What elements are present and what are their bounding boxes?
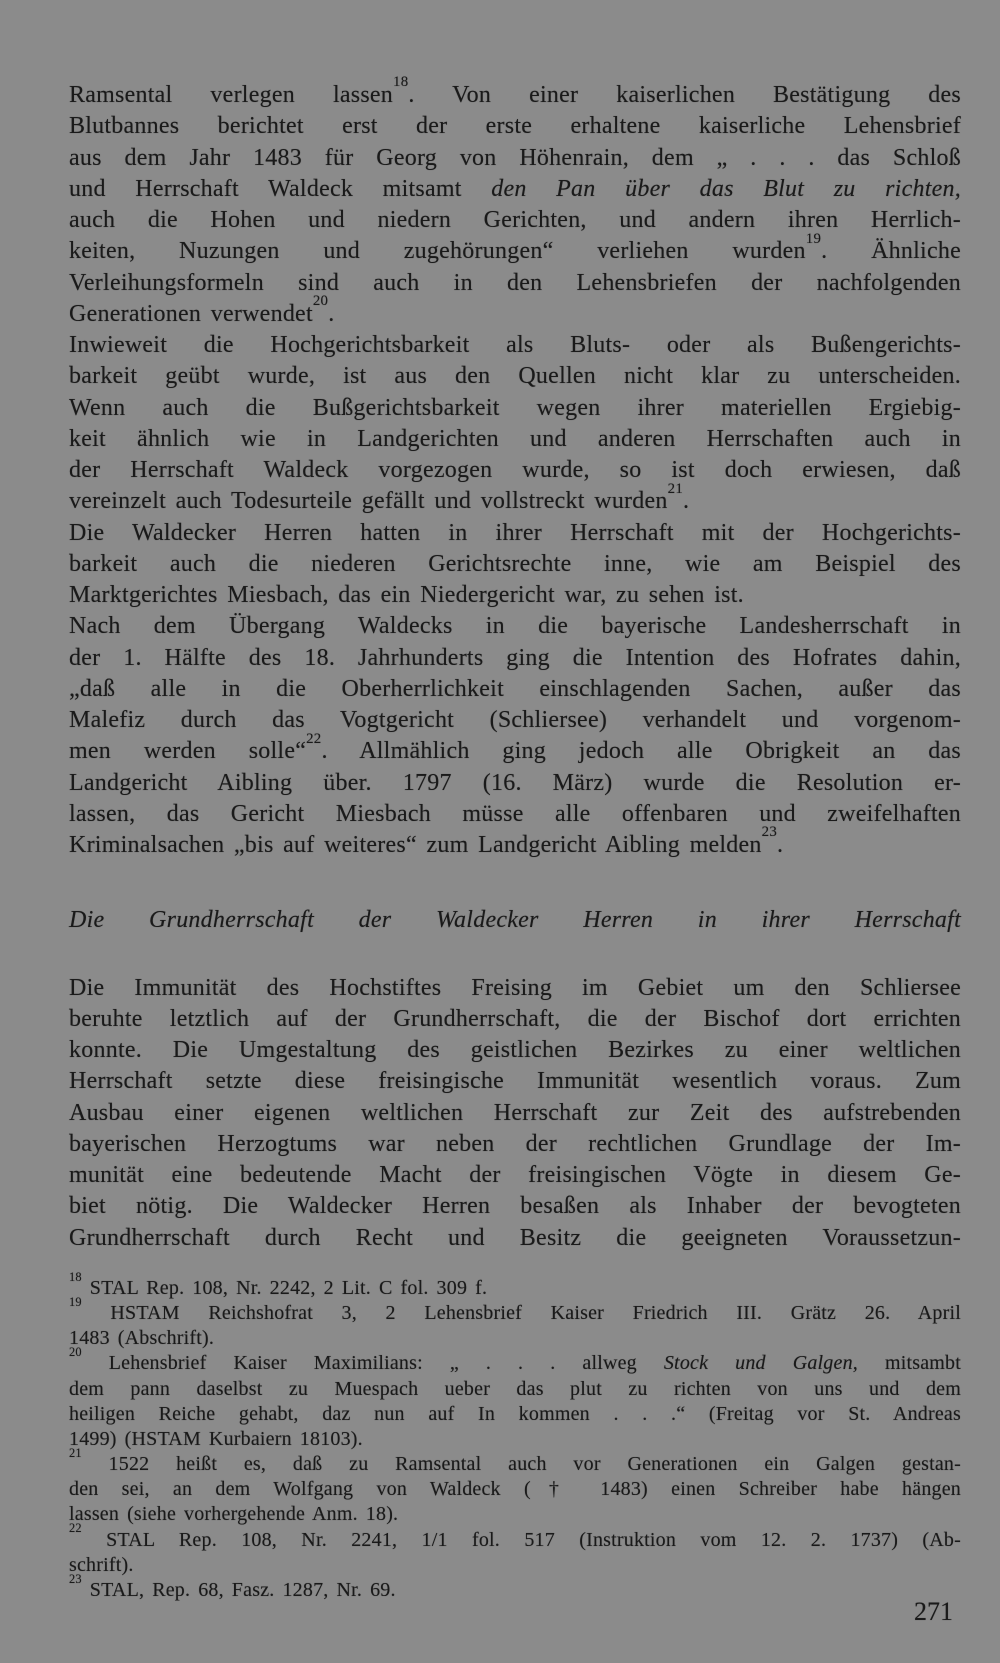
text-line xyxy=(69,1004,961,1035)
text-segment: . Ähnliche xyxy=(821,238,961,265)
text-line xyxy=(69,268,961,299)
text-segment: lassen (siehe vorhergehende Anm. 18). xyxy=(69,1503,399,1526)
text-line xyxy=(69,1477,961,1502)
text-line xyxy=(69,1294,961,1326)
text-segment: 1483 (Abschrift). xyxy=(69,1327,215,1350)
text-line xyxy=(69,518,961,549)
text-line xyxy=(69,293,961,330)
text-line xyxy=(69,1191,961,1222)
text-segment: keit ähnlich wie in Landgerichten und anderen Herrschaften auch in xyxy=(69,425,961,452)
text-segment: aus dem Jahr 1483 für Georg von Höhenrain, dem „ . . . das Schloß xyxy=(69,144,961,171)
text-segment: 1522 heißt es, daß zu Ramsental auch vor Generationen ein Galgen gestan- xyxy=(81,1453,961,1476)
text-line xyxy=(69,1571,961,1603)
footnote-marker: 18 xyxy=(393,74,409,91)
text-segment: vereinzelt auch Todesurteile gefällt und vollstreckt wurden xyxy=(69,488,668,515)
text-segment: Ausbau einer eigenen weltlichen Herrschaft zur Zeit des aufstrebenden xyxy=(69,1099,961,1126)
footnote-marker: 18 xyxy=(69,1269,82,1284)
text-line xyxy=(69,1223,961,1254)
text-segment: STAL Rep. 108, Nr. 2242, 2 Lit. C fol. 309 f. xyxy=(81,1276,488,1299)
footnote-marker: 19 xyxy=(805,230,822,247)
text-segment: den sei, an dem Wolfgang von Waldeck († 1483) einen Schreiber habe hängen xyxy=(69,1478,961,1501)
text-line xyxy=(69,1502,961,1527)
text-segment: konnte. Die Umgestaltung des geistlichen Bezirkes zu einer weltlichen xyxy=(69,1037,961,1063)
text-line xyxy=(69,1035,961,1066)
text-line xyxy=(69,361,961,392)
text-line xyxy=(69,111,961,142)
text-line xyxy=(69,1098,961,1129)
text-segment: beruhte letztlich auf der Grundherrschaft, die der Bischof dort errichten xyxy=(69,1005,961,1032)
footnote-marker: 20 xyxy=(69,1345,82,1360)
text-segment: barkeit auch die niederen Gerichtsrechte inne, wie am Beispiel des xyxy=(69,550,961,577)
text-segment: heiligen Reiche gehabt, daz nun auf In kommen . . .“ (Freitag vor St. Andreas xyxy=(69,1402,961,1425)
text-segment: barkeit geübt wurde, ist aus den Quellen nicht klar zu unterscheiden. xyxy=(69,363,961,390)
text-line xyxy=(69,330,961,361)
text-line xyxy=(69,674,961,705)
footnote-marker: 21 xyxy=(69,1445,82,1460)
text-segment: und Herrschaft Waldeck mitsamt xyxy=(69,175,492,202)
text-line xyxy=(69,1445,961,1477)
text-line xyxy=(69,1269,961,1301)
text-segment: . Von einer kaiserlichen Bestätigung des xyxy=(408,82,962,108)
text-segment: . xyxy=(777,832,784,858)
text-line xyxy=(69,74,962,111)
text-line xyxy=(69,549,961,580)
text-segment: . xyxy=(683,488,690,515)
text-line xyxy=(69,768,961,799)
page-number: 271 xyxy=(914,1597,953,1626)
text-line xyxy=(69,705,961,736)
text-segment: STAL, Rep. 68, Fasz. 1287, Nr. 69. xyxy=(81,1579,396,1601)
text-column xyxy=(69,74,962,1603)
footnotes-section xyxy=(69,1269,961,1603)
text-line xyxy=(69,643,961,674)
text-segment: 1499) (HSTAM Kurbaiern 18103). xyxy=(69,1427,363,1450)
text-segment: Lehensbrief Kaiser Maximilians: „ . . . allweg xyxy=(81,1352,664,1375)
section-heading xyxy=(69,905,961,936)
text-segment: Ramsental verlegen lassen xyxy=(69,82,394,108)
text-line xyxy=(69,393,961,424)
text-segment: . xyxy=(328,300,335,327)
text-segment: HSTAM Reichshofrat 3, 2 Lehensbrief Kaiser Friedrich III. Grätz 26. April xyxy=(81,1301,961,1324)
text-segment: STAL Rep. 108, Nr. 2241, 1/1 fol. 517 (Instruktion vom 12. 2. 1737) (Ab- xyxy=(81,1528,961,1551)
footnote xyxy=(69,1571,961,1603)
paragraph xyxy=(69,330,961,518)
text-segment: „daß alle in die Oberherrlichkeit einschlagenden Sachen, außer das xyxy=(69,675,961,702)
footnote-marker: 23 xyxy=(69,1571,82,1586)
text-segment: . Allmählich ging jedoch alle Obrigkeit an das xyxy=(321,738,961,765)
paragraph xyxy=(69,74,962,330)
text-line xyxy=(69,905,961,936)
text-segment: biet nötig. Die Waldecker Herren besaßen als Inhaber der bevogteten xyxy=(69,1193,961,1220)
text-line xyxy=(69,1427,961,1452)
text-line xyxy=(69,1160,961,1191)
main-text xyxy=(69,74,962,1254)
text-line xyxy=(69,611,961,642)
text-segment: schrift). xyxy=(69,1553,134,1576)
text-segment: men werden solle“ xyxy=(69,738,307,765)
text-line xyxy=(69,730,961,767)
text-line xyxy=(69,1553,961,1578)
footnote-marker: 21 xyxy=(667,480,684,497)
text-line xyxy=(69,580,961,611)
text-line xyxy=(69,1521,961,1553)
paragraph xyxy=(69,611,961,861)
text-segment: keiten, Nuzungen und zugehörungen“ verliehen wurden xyxy=(69,238,806,265)
text-line xyxy=(69,799,961,830)
text-line xyxy=(69,1129,961,1160)
text-segment: der 1. Hälfte des 18. Jahrhunderts ging die Intention des Hofrates dahin, xyxy=(69,644,961,671)
text-segment: Kriminalsachen „bis auf weiteres“ zum Landgericht Aibling melden xyxy=(69,832,762,858)
text-segment: dem pann daselbst zu Muespach ueber das plut zu richten von uns und dem xyxy=(69,1377,961,1400)
footnote xyxy=(69,1521,961,1578)
text-segment: Die Waldecker Herren hatten in ihrer Herrschaft mit der Hochgerichts- xyxy=(69,519,961,546)
text-line xyxy=(69,1066,961,1097)
text-line xyxy=(69,973,961,1004)
text-line xyxy=(69,480,961,517)
text-segment: Stock und Galgen, xyxy=(663,1352,858,1375)
footnote xyxy=(69,1445,961,1528)
text-segment: lassen, das Gericht Miesbach müsse alle offenbaren und zweifelhaften xyxy=(69,800,961,827)
footnote-marker: 20 xyxy=(312,293,329,310)
footnote xyxy=(69,1269,961,1301)
footnote-marker: 19 xyxy=(69,1294,82,1309)
text-line xyxy=(69,1377,961,1402)
text-segment: Generationen verwendet xyxy=(69,300,313,327)
text-segment: Landgericht Aibling über. 1797 (16. März) wurde die Resolution er- xyxy=(69,769,961,796)
text-line xyxy=(69,1402,961,1427)
text-segment: Die Immunität des Hochstiftes Freising im Gebiet um den Schliersee xyxy=(69,974,961,1001)
text-segment: Verleihungsformeln sind auch in den Lehensbriefen der nachfolgenden xyxy=(69,269,961,296)
text-line xyxy=(69,824,961,861)
text-line xyxy=(69,1326,961,1351)
text-line xyxy=(69,205,961,236)
text-segment: munität eine bedeutende Macht der freisingischen Vögte in diesem Ge- xyxy=(69,1162,961,1188)
text-line xyxy=(69,174,961,205)
text-segment: Die Grundherrschaft der Waldecker Herren in ihrer Herrschaft xyxy=(69,907,961,934)
text-line xyxy=(69,1345,961,1376)
paragraph xyxy=(69,518,961,612)
text-segment: Nach dem Übergang Waldecks in die bayerische Landesherrschaft in xyxy=(69,613,961,640)
text-line xyxy=(69,455,961,486)
footnote-marker: 23 xyxy=(761,824,778,841)
text-segment: mitsambt xyxy=(857,1352,961,1375)
text-segment: Malefiz durch das Vogtgericht (Schliersee) verhandelt und vorgenom- xyxy=(69,707,961,733)
text-segment: auch die Hohen und niedern Gerichten, und andern ihren Herrlich- xyxy=(69,207,961,233)
text-segment: den Pan über das Blut zu richten, xyxy=(491,175,961,202)
text-segment: Inwieweit die Hochgerichtsbarkeit als Bluts- oder als Bußengerichts- xyxy=(69,332,961,358)
text-segment: Wenn auch die Bußgerichtsbarkeit wegen ihrer materiellen Ergiebig- xyxy=(69,394,961,421)
text-segment: bayerischen Herzogtums war neben der rechtlichen Grundlage der Im- xyxy=(69,1130,961,1157)
footnote-marker: 22 xyxy=(306,730,322,747)
paragraph xyxy=(69,973,961,1254)
footnote xyxy=(69,1294,961,1351)
text-line xyxy=(69,424,961,455)
text-segment: Grundherrschaft durch Recht und Besitz die geeigneten Voraussetzun- xyxy=(69,1224,961,1251)
text-line xyxy=(69,143,961,174)
text-segment: Marktgerichtes Miesbach, das ein Niedergericht war, zu sehen ist. xyxy=(69,582,744,608)
text-line xyxy=(69,230,961,267)
footnote xyxy=(69,1345,961,1452)
text-segment: Blutbannes berichtet erst der erste erhaltene kaiserliche Lehensbrief xyxy=(69,113,961,140)
text-segment: der Herrschaft Waldeck vorgezogen wurde, so ist doch erwiesen, daß xyxy=(69,457,961,483)
footnote-marker: 22 xyxy=(69,1521,82,1536)
text-segment: Herrschaft setzte diese freisingische Immunität wesentlich voraus. Zum xyxy=(69,1068,961,1095)
